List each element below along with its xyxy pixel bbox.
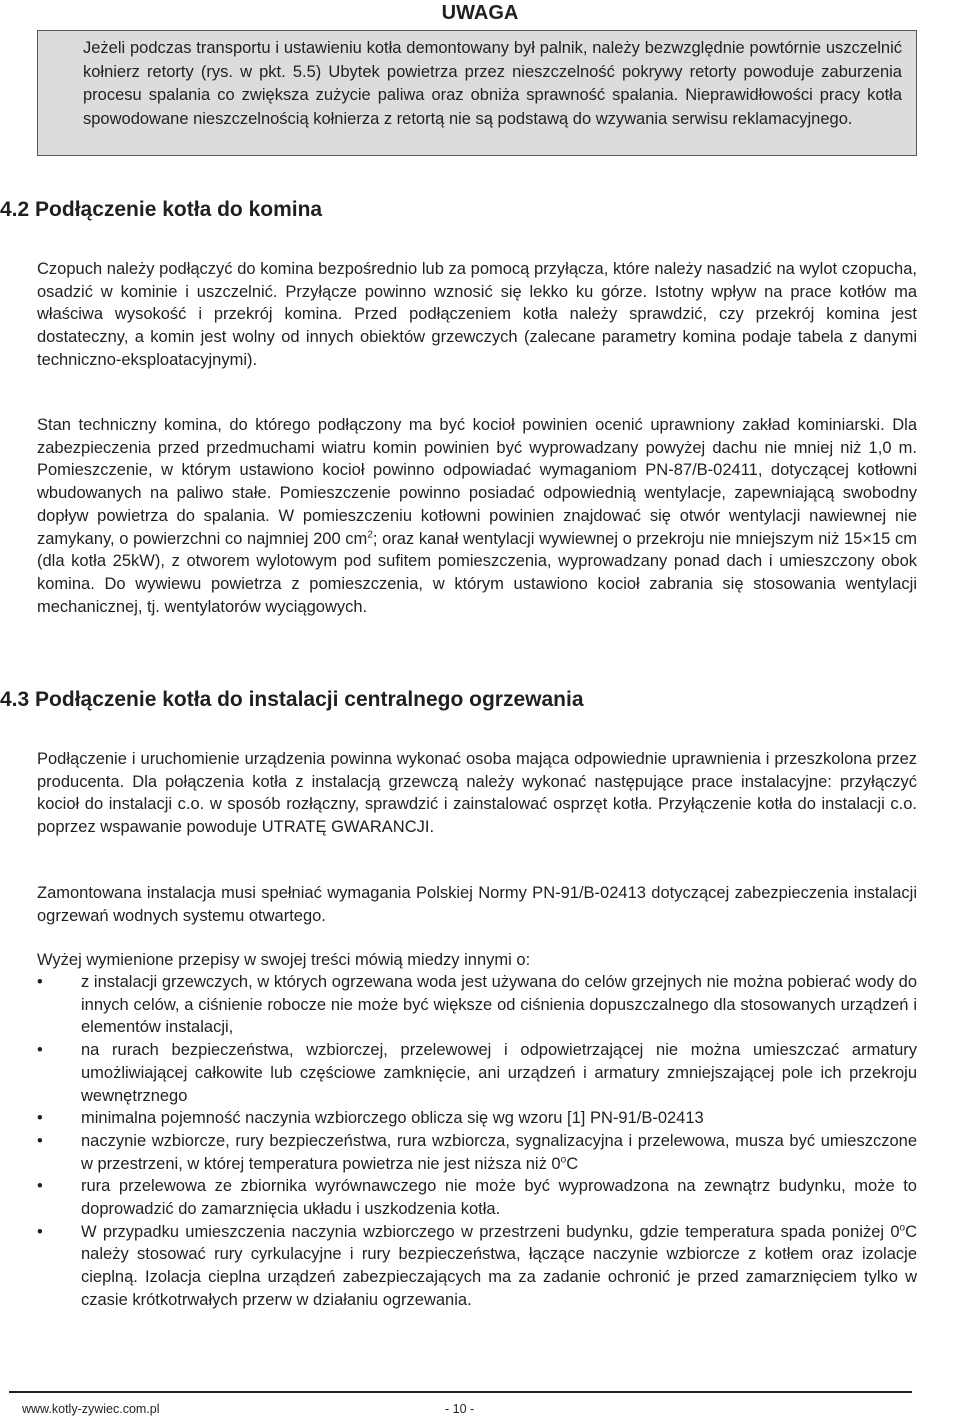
warning-text: Jeżeli podczas transportu i ustawieniu kotła demontowany był palnik, należy bezwzględnie powtórnie uszczelnić kołnierz retorty (rys. w pkt. 5.5) Ubytek powietrza przez nieszczelność pokrywy retorty powoduje zaburzenia procesu spalania co zwiększa zużycie paliwa oraz obniża sprawność spalania. Nieprawidłowości pracy kotła spowodowane nieszczelnością kołnierza z retortą nie są podstawą do wzywania serwisu reklamacyjnego. [83,39,902,128]
list-item-text-part-2: C należy stosować rury cyrkulacyjne i rury bezpieczeństwa, łączące naczynie wzbiorcze z kotłem oraz izolacje cieplną. Izolacja cieplna urządzeń zabezpieczających ma za zadanie ochronić je przed zamarznięciem tylko w czasie krótkotrwałych przerw w działaniu ogrzewania. [81,1222,917,1309]
list-item-text: z instalacji grzewczych, w których ogrzewana woda jest używana do celów grzejnych nie można pobierać wody do innych celów, a ciśnienie robocze nie może być większe od ciśnienia dopuszczalnego dla stosowanych urządzeń i elementów instalacji, [81,973,917,1037]
list-item [37,1175,917,1220]
page-number: - 10 - [445,1402,475,1416]
section-4-2-paragraph-2 [37,414,917,618]
list-item-text: minimalna pojemność naczynia wzbiorczego oblicza się wg wzoru [1] PN-91/B-02413 [81,1109,704,1128]
list-item-text-part-1: W przypadku umieszczenia naczynia wzbiorczego w przestrzeni budynku, gdzie temperatura spada poniżej 0 [81,1222,900,1241]
list-item-text: rura przelewowa ze zbiornika wyrównawczego nie może być wyprowadzona na zewnątrz budynku, może to doprowadzić do zamarznięcia układu i uszkodzenia kotła. [81,1177,917,1219]
requirements-list [37,971,917,1312]
list-item-text-part-1: naczynie wzbiorcze, rury bezpieczeństwa, rura wzbiorcza, sygnalizacyjna i przelewowa, musza być umieszczone w przestrzeni, w której temperatura powietrza nie jest niższa niż 0 [81,1131,917,1173]
list-item-text-part-2: C [566,1154,579,1173]
superscript: o [560,1154,567,1166]
list-item [37,971,917,1039]
list-item [37,1221,917,1312]
list-item-text [81,1223,917,1309]
section-4-3-paragraph-3: Wyżej wymienione przepisy w swojej treści mówią miedzy innymi o: [37,951,531,969]
bullet-icon: • [37,1041,43,1060]
bullet-icon: • [37,1131,43,1150]
bullet-icon: • [37,1222,43,1241]
section-4-3-paragraph-1: Podłączenie i uruchomienie urządzenia powinna wykonać osoba mająca odpowiednie uprawnienia i przeszkolona przez producenta. Dla połączenia kotła z instalacją grzewczą należy wykonać następujące prace instalacyjne: przyłączyć kocioł do instalacji c.o. w sposób rozłączny, sprawdzić i zainstalować osprzęt kotła. Przyłączenie kotła do instalacji c.o. poprzez wspawanie powoduje UTRATĘ GWARANCJI. [37,750,917,837]
list-item-text [81,1132,917,1173]
bullet-icon: • [37,1109,43,1128]
section-4-2-paragraph-1: Czopuch należy podłączyć do komina bezpośrednio lub za pomocą przyłącza, które należy nasadzić na wylot czopucha, osadzić w kominie i uszczelnić. Przyłącze powinno wznosić się lekko ku górze. Istotny wpływ na prace kotłów ma właściwa wysokość i przekrój komina. Przed podłączeniem kotła należy sprawdzić, czy przekrój komina jest dostateczny, a komin jest wolny od innych obiektów grzewczych (zalecane parametry komina podaje tabela z danymi techniczno-eksploatacyjnymi). [37,260,917,369]
section-4-3-paragraph-2: Zamontowana instalacja musi spełniać wymagania Polskiej Normy PN-91/B-02413 dotyczącej zabezpieczenia instalacji ogrzewań wodnych systemu otwartego. [37,884,917,925]
section-4-3-title: 4.3 Podłączenie kotła do instalacji centralnego ogrzewania [0,688,584,711]
section-4-2-paragraph-2-part-1: Stan techniczny komina, do którego podłączony ma być kocioł powinien ocenić uprawniony zakład kominiarski. Dla zabezpieczenia przed przedmuchami wiatru komin powinien być wyprowadzany powyżej dachu nie mniej niż 1,0 m. Pomieszczenie, w którym ustawiono kocioł powinno odpowiadać wymaganiom PN-87/B-02411, dotyczącej kotłowni wbudowanych na paliwo stałe. Pomieszczenie powinno posiadać odpowiednią wentylacje, zapewniającą swobodny dopływ powietrza do spalania. W pomieszczeniu kotłowni powinien znajdować się otwór wentylacji nawiewnej nie zamykany, o powierzchni co najmniej 200 cm [37,416,917,548]
bullet-icon: • [37,1177,43,1196]
section-4-2-title: 4.2 Podłączenie kotła do komina [0,198,323,221]
list-item [37,1039,917,1107]
section-4-2-paragraph-2-part-2: ; oraz kanał wentylacji wywiewnej o przekroju nie mniejszym niż 15×15 cm (dla kotła 25kW), z otworem wylotowym pod sufitem pomieszczenia, wyprowadzany ponad dach i umieszczony obok komina. Do wywiewu powietrza z pomieszczenia, w którym ustawiono kocioł zabrania się stosowania wentylacji mechanicznej, tj. wentylatorów wyciągowych. [37,529,917,616]
superscript: 2 [367,529,373,541]
list-item [37,1130,917,1175]
warning-title: UWAGA [441,2,519,24]
superscript: o [899,1222,906,1234]
warning-box [37,30,917,156]
bullet-icon: • [37,973,43,991]
list-item [37,1107,917,1130]
footer-website: www.kotly-zywiec.com.pl [22,1402,160,1416]
footer-divider [9,1391,912,1393]
list-item-text: na rurach bezpieczeństwa, wzbiorczej, przelewowej i odpowietrzającej nie można umieszczać armatury umożliwiającej całkowite lub częściowe zamknięcie, ani urządzeń i armatury zmniejszającej pole ich przekroju wewnętrznego [81,1041,917,1105]
